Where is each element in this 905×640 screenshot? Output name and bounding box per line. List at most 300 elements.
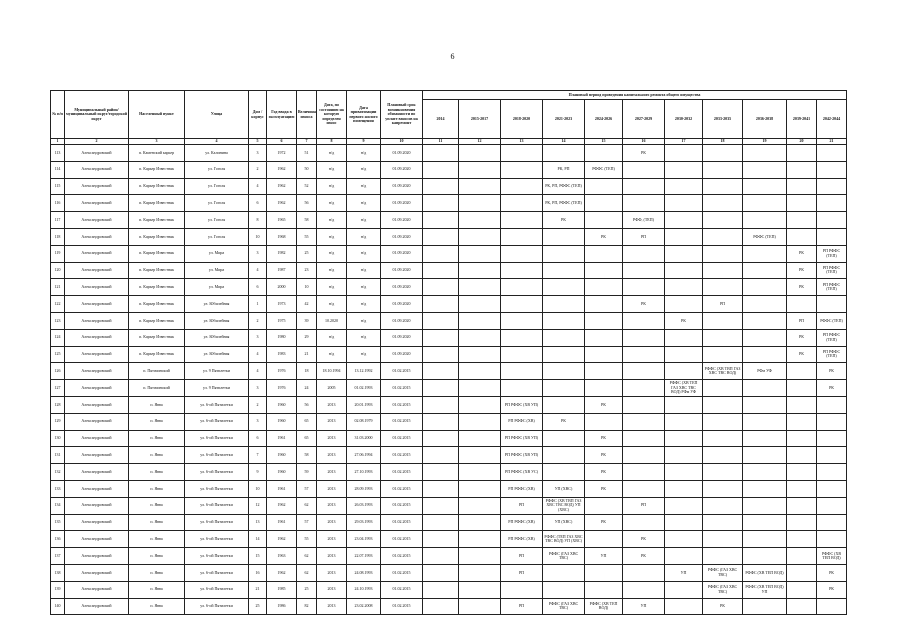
table-cell: н/д <box>347 212 381 229</box>
table-cell: 13 <box>249 514 267 531</box>
table-cell: п. Карьер Известняк <box>129 178 185 195</box>
table-cell <box>703 145 743 162</box>
col-header: № п/п <box>51 91 65 139</box>
table-cell: 29.03.1993 <box>347 514 381 531</box>
table-cell <box>817 228 847 245</box>
table-cell: 22.07.1993 <box>347 548 381 565</box>
table-cell <box>423 329 459 346</box>
table-cell <box>665 145 703 162</box>
table-cell: 10.2020 <box>317 312 347 329</box>
table-cell <box>459 195 501 212</box>
table-cell <box>543 447 585 464</box>
table-row <box>51 531 847 548</box>
table-cell: ул. 6-ой Пятилетки <box>185 497 249 514</box>
table-cell <box>703 346 743 363</box>
table-cell <box>743 413 787 430</box>
table-cell <box>585 363 623 380</box>
table-cell: 1961 <box>267 430 297 447</box>
column-number: 20 <box>787 139 817 145</box>
column-number: 6 <box>267 139 297 145</box>
table-cell: 2013 <box>317 497 347 514</box>
table-row <box>51 548 847 565</box>
table-cell <box>459 581 501 598</box>
table-cell: РК <box>623 145 665 162</box>
table-cell: РП РФФС (ХВ УС) <box>501 464 543 481</box>
table-cell: УП <box>665 564 703 581</box>
table-cell: РК <box>787 279 817 296</box>
table-cell: 3 <box>249 145 267 162</box>
table-cell <box>459 480 501 497</box>
table-cell: РП <box>501 598 543 615</box>
table-cell <box>817 396 847 413</box>
table-cell: 2000 <box>267 279 297 296</box>
table-cell: 01.02.2015 <box>381 363 423 380</box>
table-cell <box>585 581 623 598</box>
period-header: 2039-2041 <box>787 100 817 139</box>
table-cell <box>787 548 817 565</box>
table-cell <box>543 329 585 346</box>
table-cell <box>423 363 459 380</box>
table-cell <box>585 346 623 363</box>
table-cell: Александровский <box>65 228 129 245</box>
table-cell: 82 <box>297 598 317 615</box>
table-cell: 29 <box>297 329 317 346</box>
col-header: Населенный пункт <box>129 91 185 139</box>
table-cell: п. Явва <box>129 564 185 581</box>
table-cell <box>787 363 817 380</box>
table-cell: 65 <box>297 413 317 430</box>
table-cell: 65 <box>297 430 317 447</box>
table-cell: 26.03.1993 <box>347 497 381 514</box>
table-cell: Александровский <box>65 380 129 397</box>
column-number: 15 <box>585 139 623 145</box>
table-cell <box>665 346 703 363</box>
table-cell <box>665 363 703 380</box>
table-cell: РК, РП <box>543 161 585 178</box>
table-cell: 1968 <box>267 228 297 245</box>
table-cell <box>743 548 787 565</box>
table-cell: 27.10.1993 <box>347 464 381 481</box>
table-cell <box>703 212 743 229</box>
table-cell: н/д <box>317 262 347 279</box>
table-cell <box>543 346 585 363</box>
table-cell: н/д <box>317 329 347 346</box>
table-cell <box>585 413 623 430</box>
table-row <box>51 447 847 464</box>
table-cell: 1962 <box>267 195 297 212</box>
table-cell: 1972 <box>267 145 297 162</box>
table-cell <box>817 514 847 531</box>
table-cell <box>623 346 665 363</box>
table-cell: п. Явва <box>129 396 185 413</box>
table-cell: п. Явва <box>129 447 185 464</box>
column-number: 16 <box>623 139 665 145</box>
table-row <box>51 396 847 413</box>
table-cell: Александровский <box>65 396 129 413</box>
table-cell: п. Карьер Известняк <box>129 195 185 212</box>
table-cell: Александровский <box>65 581 129 598</box>
table-cell: 52 <box>297 178 317 195</box>
table-cell: 57 <box>297 480 317 497</box>
table-cell: 6 <box>249 195 267 212</box>
table-cell <box>459 396 501 413</box>
table-cell: РК <box>817 380 847 397</box>
table-cell: 3 <box>249 413 267 430</box>
table-cell: 01.02.2015 <box>381 396 423 413</box>
table-cell <box>585 329 623 346</box>
table-cell <box>787 296 817 313</box>
table-cell <box>703 245 743 262</box>
table-row <box>51 279 847 296</box>
table-cell: 01.02.2015 <box>381 430 423 447</box>
table-cell: 113 <box>51 145 65 162</box>
table-cell: 01.02.2015 <box>381 531 423 548</box>
table-cell: н/д <box>347 296 381 313</box>
table-cell: Александровский <box>65 413 129 430</box>
table-cell: ул. Юбилейная <box>185 346 249 363</box>
table-cell <box>623 464 665 481</box>
table-cell <box>543 581 585 598</box>
table-cell <box>423 380 459 397</box>
table-cell <box>743 464 787 481</box>
table-cell: ул. 6-ой Пятилетки <box>185 514 249 531</box>
table-cell <box>623 161 665 178</box>
table-cell <box>817 531 847 548</box>
table-cell <box>459 413 501 430</box>
column-number: 13 <box>501 139 543 145</box>
table-cell: Александровский <box>65 262 129 279</box>
table-cell <box>459 312 501 329</box>
table-cell <box>423 195 459 212</box>
table-cell <box>787 195 817 212</box>
table-cell <box>459 279 501 296</box>
table-cell <box>743 430 787 447</box>
table-cell <box>817 464 847 481</box>
table-cell <box>703 262 743 279</box>
table-cell <box>703 178 743 195</box>
table-cell <box>665 329 703 346</box>
table-cell <box>423 464 459 481</box>
table-cell <box>543 245 585 262</box>
table-cell <box>623 430 665 447</box>
table-cell: 13.12.1992 <box>347 363 381 380</box>
table-cell <box>817 161 847 178</box>
table-cell: 58 <box>297 447 317 464</box>
table-cell: 01.02.2015 <box>381 514 423 531</box>
table-cell: РП РФФС (ТЕП) <box>817 329 847 346</box>
table-cell: п. Явва <box>129 581 185 598</box>
table-cell: РК <box>585 514 623 531</box>
table-cell: РК <box>585 464 623 481</box>
table-cell: РК <box>787 329 817 346</box>
table-cell <box>459 178 501 195</box>
table-cell: Александровский <box>65 430 129 447</box>
table-cell: 14 <box>249 531 267 548</box>
period-header: 2021-2023 <box>543 100 585 139</box>
table-cell: п. Явва <box>129 413 185 430</box>
table-cell: УП <box>623 598 665 615</box>
table-cell: 39 <box>297 312 317 329</box>
table-cell <box>703 195 743 212</box>
table-cell: 2013 <box>317 564 347 581</box>
table-cell <box>501 296 543 313</box>
table-cell: п. Явва <box>129 598 185 615</box>
table-cell <box>623 447 665 464</box>
table-cell: Александровский <box>65 329 129 346</box>
period-header: 2042-2044 <box>817 100 847 139</box>
table-cell: РК, РП, РФФС (ТЕП) <box>543 195 585 212</box>
table-cell: н/д <box>347 178 381 195</box>
table-cell: Александровский <box>65 447 129 464</box>
table-cell: 118 <box>51 228 65 245</box>
table-cell: 1962 <box>267 564 297 581</box>
table-cell <box>665 178 703 195</box>
table-cell: 135 <box>51 514 65 531</box>
table-cell <box>501 329 543 346</box>
table-cell: Александровский <box>65 564 129 581</box>
table-cell: п. Карьер Известняк <box>129 296 185 313</box>
table-cell: 51 <box>297 145 317 162</box>
table-cell: 28.09.1993 <box>347 480 381 497</box>
table-cell <box>543 363 585 380</box>
table-cell: РП <box>787 312 817 329</box>
table-cell <box>501 195 543 212</box>
table-cell <box>743 296 787 313</box>
table-cell: 123 <box>51 312 65 329</box>
table-cell: РП <box>623 497 665 514</box>
table-cell: п. Карьер Известняк <box>129 329 185 346</box>
table-cell: 01.09.2020 <box>381 279 423 296</box>
table-cell: 1982 <box>267 245 297 262</box>
table-cell <box>459 447 501 464</box>
table-cell: 1963 <box>267 548 297 565</box>
table-cell <box>623 245 665 262</box>
table-cell: 62 <box>297 564 317 581</box>
table-cell: 18.10.1994 <box>317 363 347 380</box>
table-cell: п. Явва <box>129 514 185 531</box>
table-cell: н/д <box>317 161 347 178</box>
table-cell: РФм УФ <box>743 363 787 380</box>
table-cell <box>585 380 623 397</box>
table-cell <box>423 581 459 598</box>
table-cell <box>703 312 743 329</box>
table-cell <box>787 514 817 531</box>
table-cell <box>743 396 787 413</box>
table-cell: РФФС (ГАЗ ХВС ТВС) <box>703 564 743 581</box>
table-cell <box>585 245 623 262</box>
table-cell: Александровский <box>65 480 129 497</box>
table-cell: 124 <box>51 329 65 346</box>
table-cell: 15 <box>249 548 267 565</box>
table-cell: 01.02.2015 <box>381 581 423 598</box>
table-cell: УП (ХВС) <box>543 480 585 497</box>
period-header: 2027-2029 <box>623 100 665 139</box>
page-number: 6 <box>450 52 455 61</box>
table-cell <box>543 228 585 245</box>
table-cell <box>459 497 501 514</box>
table-cell <box>703 380 743 397</box>
table-cell: н/д <box>317 346 347 363</box>
table-cell: 4 <box>249 178 267 195</box>
table-cell: ул. Юбилейная <box>185 296 249 313</box>
table-cell: 01.09.2020 <box>381 329 423 346</box>
table-cell <box>665 497 703 514</box>
table-cell: 122 <box>51 296 65 313</box>
column-number: 1 <box>51 139 65 145</box>
table-row <box>51 581 847 598</box>
table-cell: Александровский <box>65 497 129 514</box>
table-cell <box>459 380 501 397</box>
table-cell: РП <box>501 564 543 581</box>
table-cell: РК <box>787 245 817 262</box>
table-cell: ул. Мира <box>185 279 249 296</box>
table-cell: ул. Гоголя <box>185 178 249 195</box>
table-cell <box>787 396 817 413</box>
table-cell: РП РФФС (ХВ УП) <box>501 396 543 413</box>
table-cell: 62 <box>297 497 317 514</box>
table-cell: 01.02.2015 <box>381 564 423 581</box>
table-cell <box>501 380 543 397</box>
table-cell: 1976 <box>267 380 297 397</box>
table-cell: н/д <box>347 262 381 279</box>
table-cell: ул. 6-ой Пятилетки <box>185 413 249 430</box>
table-cell <box>665 447 703 464</box>
table-cell <box>817 497 847 514</box>
table-cell: 129 <box>51 413 65 430</box>
table-cell: РФФС (ХВ ТВП ГАЗ ХВС ТВС ВОД) <box>703 363 743 380</box>
table-cell <box>703 430 743 447</box>
column-number: 7 <box>297 139 317 145</box>
table-cell: 01.02.2015 <box>381 447 423 464</box>
table-cell: п. Явва <box>129 464 185 481</box>
table-cell <box>817 145 847 162</box>
table-cell: 01.09.2020 <box>381 212 423 229</box>
table-cell: 121 <box>51 279 65 296</box>
table-cell <box>623 413 665 430</box>
table-cell <box>665 514 703 531</box>
table-cell: 1986 <box>267 598 297 615</box>
table-cell <box>501 212 543 229</box>
table-cell: 10 <box>297 279 317 296</box>
table-cell <box>623 363 665 380</box>
table-cell: 3 <box>249 245 267 262</box>
table-row <box>51 514 847 531</box>
table-row <box>51 430 847 447</box>
table-cell: 114 <box>51 161 65 178</box>
table-cell <box>743 245 787 262</box>
table-cell: 24.10.1993 <box>347 581 381 598</box>
table-cell: РП РФФС (ТЕП) <box>817 279 847 296</box>
table-cell: 01.02.2015 <box>381 497 423 514</box>
table-row <box>51 598 847 615</box>
table-cell <box>787 380 817 397</box>
table-cell: 125 <box>51 346 65 363</box>
table-cell: 01.02.2015 <box>381 413 423 430</box>
table-cell: 115 <box>51 178 65 195</box>
table-cell: РП <box>703 296 743 313</box>
table-cell: УП (ХВС) <box>543 514 585 531</box>
table-cell: РП РФФС (ТЕП) <box>817 262 847 279</box>
table-cell: РП <box>501 497 543 514</box>
table-cell: 140 <box>51 598 65 615</box>
table-cell: РП РФФС (ХВ) <box>501 531 543 548</box>
table-cell <box>665 195 703 212</box>
table-cell <box>423 312 459 329</box>
table-cell: 116 <box>51 195 65 212</box>
table-cell: РП РФФС (ХВ) <box>501 480 543 497</box>
table-cell: н/д <box>347 195 381 212</box>
table-cell <box>585 262 623 279</box>
table-cell: ул. 6-ой Пятилетки <box>185 447 249 464</box>
table-cell: 42 <box>297 296 317 313</box>
table-cell <box>817 178 847 195</box>
table-cell: 02.08.1979 <box>347 413 381 430</box>
table-cell: 2013 <box>317 581 347 598</box>
table-cell: РФФС (ГАЗ ХВС ТВС) <box>703 581 743 598</box>
table-row <box>51 228 847 245</box>
table-cell <box>623 178 665 195</box>
table-cell: 4 <box>249 363 267 380</box>
table-cell: Александровский <box>65 346 129 363</box>
table-cell: 1962 <box>267 178 297 195</box>
table-cell: 01.09.2020 <box>381 346 423 363</box>
table-cell <box>817 296 847 313</box>
table-row <box>51 329 847 346</box>
table-cell <box>703 548 743 565</box>
table-cell: 117 <box>51 212 65 229</box>
table-cell: РК <box>787 346 817 363</box>
table-cell: 25 <box>249 598 267 615</box>
table-row <box>51 245 847 262</box>
table-cell: Александровский <box>65 195 129 212</box>
table-cell: 20.01.1993 <box>347 396 381 413</box>
table-cell <box>665 464 703 481</box>
table-cell: РФФС (ХВ ТЕП ВОД) <box>585 598 623 615</box>
table-cell: ул. Калинина <box>185 145 249 162</box>
table-cell: 10 <box>249 480 267 497</box>
table-cell <box>459 145 501 162</box>
table-cell: 2013 <box>317 598 347 615</box>
table-cell <box>501 363 543 380</box>
table-cell <box>585 178 623 195</box>
period-header: 2024-2026 <box>585 100 623 139</box>
table-cell <box>703 413 743 430</box>
table-cell: Александровский <box>65 363 129 380</box>
table-cell <box>501 581 543 598</box>
period-header: 2030-2032 <box>665 100 703 139</box>
table-cell: 7 <box>249 447 267 464</box>
table-cell <box>459 531 501 548</box>
table-cell <box>665 279 703 296</box>
table-cell <box>501 245 543 262</box>
table-cell: н/д <box>347 228 381 245</box>
col-header: Дата приватизации первого жилого помещения <box>347 91 381 139</box>
table-cell: 01.09.2020 <box>381 312 423 329</box>
column-number: 9 <box>347 139 381 145</box>
table-cell: н/д <box>347 329 381 346</box>
column-number: 21 <box>817 139 847 145</box>
table-row <box>51 413 847 430</box>
table-cell: 136 <box>51 531 65 548</box>
table-cell: 1960 <box>267 413 297 430</box>
table-cell <box>623 329 665 346</box>
table-cell: 01.02.2015 <box>381 464 423 481</box>
table-cell <box>743 380 787 397</box>
table-cell <box>459 212 501 229</box>
table-cell: ул. Гоголя <box>185 195 249 212</box>
table-cell: 1983 <box>267 346 297 363</box>
table-cell <box>787 581 817 598</box>
